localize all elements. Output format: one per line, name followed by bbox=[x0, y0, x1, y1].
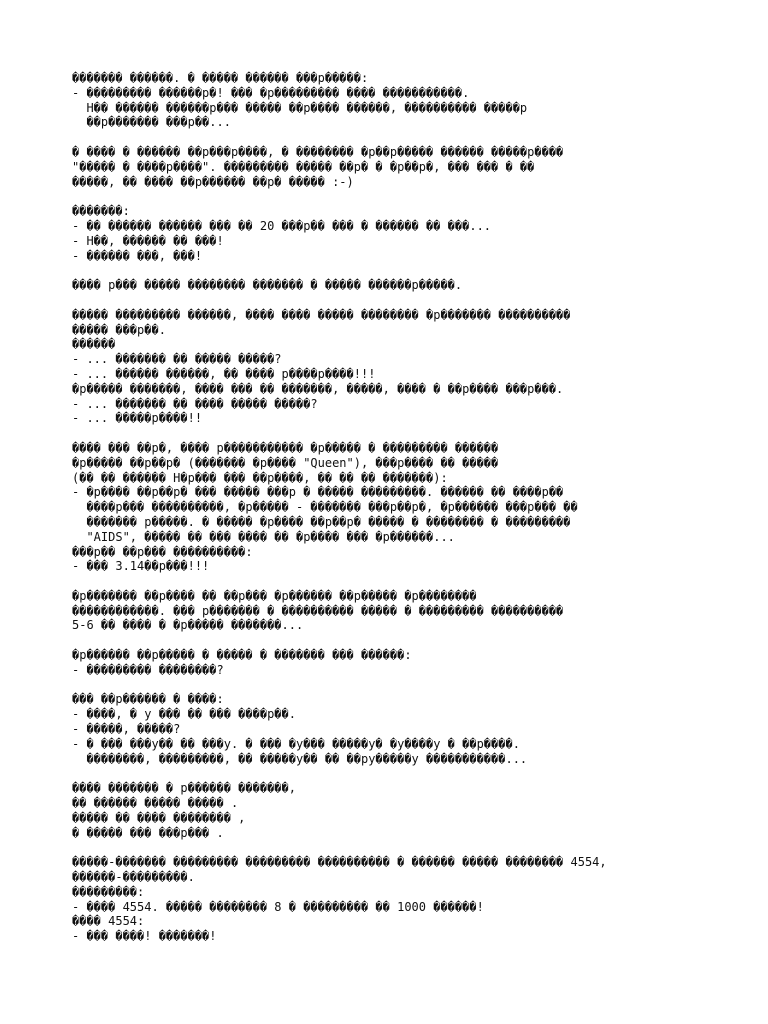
document-text bbox=[72, 71, 762, 944]
text-line: ��������, ���������, �� �����y�� �� ��py�����y �����������... bbox=[72, 751, 528, 766]
text-line: � ���� � ������ ��p���p����, � �������� �p��p����� ������ �����p���� bbox=[72, 144, 564, 159]
text-line: ���p�� ��p��� ����������: bbox=[72, 544, 253, 559]
text-line bbox=[72, 426, 762, 441]
text-line: - H��, ������ �� ���! bbox=[72, 233, 224, 248]
text-line: ���� ��� ��p�, ���� p����������� �p����� � ��������� ������ bbox=[72, 440, 499, 455]
text-line: ��� ��p������ � ����: bbox=[72, 692, 224, 707]
text-line bbox=[72, 766, 762, 781]
text-line: - ��� ����! �������! bbox=[72, 929, 217, 944]
text-line: ���������: bbox=[72, 884, 145, 899]
text-line: ������� p�����. � ����� �p���� ��p��p� ����� � �������� � ��������� bbox=[72, 514, 571, 529]
text-line bbox=[72, 574, 762, 589]
text-line: ��p������� ���p��... bbox=[72, 115, 231, 130]
text-line: �p����� �������, ���� ��� �� �������, �����, ���� � ��p���� ���p���. bbox=[72, 381, 564, 396]
text-line: - ����, � y ��� �� ��� ����p��. bbox=[72, 707, 296, 722]
text-line: (�� �� ������ H�p��� ��� ��p����, �� �� �� �������): bbox=[72, 470, 448, 485]
text-line: �p������ ��p����� � ����� � ������� ��� ������: bbox=[72, 648, 412, 663]
text-line bbox=[72, 130, 762, 145]
text-line bbox=[72, 263, 762, 278]
text-line: �p����� ��p��p� (������� �p���� "Queen"), ���p���� �� ����� bbox=[72, 455, 499, 470]
text-line: - � ��� ���y�� �� ���y. � ��� �y��� �����y� �y����y � ��p����. bbox=[72, 736, 520, 751]
text-line: - ��������� ������p�! ��� �p��������� ���� �����������. bbox=[72, 85, 470, 100]
text-line: - ... �����p����!! bbox=[72, 411, 203, 426]
text-line: �� ������ ����� ����� . bbox=[72, 796, 239, 811]
text-line: �����-������� ��������� ��������� ���������� � ������ ����� �������� 4554, bbox=[72, 855, 607, 870]
text-line: - ... ������� �� ����� �����? bbox=[72, 352, 282, 367]
text-line: H�� ������ ������p��� ����� ��p���� ������, ���������� �����p bbox=[72, 100, 528, 115]
text-line: - ��� 3.14��p���!!! bbox=[72, 559, 210, 574]
text-line: ����� ���p��. bbox=[72, 322, 166, 337]
text-line: �����, �� ���� ��p������ ��p� ����� :-) bbox=[72, 174, 354, 189]
text-line: "����� � ����p����". ��������� ����� ��p� � �p��p�, ��� ��� � �� bbox=[72, 159, 535, 174]
text-line: ����p��� ����������, �p����� - ������� ���p��p�, �p������ ���p��� �� bbox=[72, 500, 578, 515]
text-line: �������: bbox=[72, 204, 130, 219]
text-line: "AIDS", ����� �� ��� ���� �� �p���� ��� �p������... bbox=[72, 529, 455, 544]
text-line: ������������. ��� p������� � ���������� ����� � ��������� ���������� bbox=[72, 603, 564, 618]
text-line: - �����, �����? bbox=[72, 722, 181, 737]
text-line: - �p���� ��p��p� ��� ����� ���p � ����� ���������. ������ �� ����p�� bbox=[72, 485, 564, 500]
text-line bbox=[72, 678, 762, 693]
text-line: - �� ������ ������ ��� �� 20 ���p�� ��� � ������ �� ���... bbox=[72, 218, 492, 233]
text-line: ������ bbox=[72, 337, 116, 352]
text-line bbox=[72, 189, 762, 204]
text-line: ������� ������. � ����� ������ ���p�����: bbox=[72, 71, 369, 85]
text-line: - ... ������ ������, �� ���� p����p����!!! bbox=[72, 366, 376, 381]
text-line bbox=[72, 840, 762, 855]
text-line: - ��������� ��������? bbox=[72, 662, 224, 677]
text-line: � ����� ��� ���p��� . bbox=[72, 825, 224, 840]
text-line: - ������ ���, ���! bbox=[72, 248, 203, 263]
text-line bbox=[72, 633, 762, 648]
text-line: 5-6 �� ���� � �p����� �������... bbox=[72, 618, 304, 633]
text-line: - ... ������� �� ���� ����� �����? bbox=[72, 396, 318, 411]
text-line: ������-���������. bbox=[72, 870, 195, 885]
text-line: ���� p��� ����� �������� ������� � ����� ������p�����. bbox=[72, 278, 463, 293]
text-line: ���� 4554: bbox=[72, 914, 145, 929]
text-line: ����� ��������� ������, ���� ���� ����� �������� �p������� ���������� bbox=[72, 307, 571, 322]
text-line: �p������� ��p���� �� ��p��� �p������ ��p����� �p�������� bbox=[72, 588, 477, 603]
text-line: - ���� 4554. ����� �������� 8 � ��������� �� 1000 ������! bbox=[72, 899, 484, 914]
text-line bbox=[72, 293, 762, 308]
text-line: ����� �� ���� �������� , bbox=[72, 810, 246, 825]
text-line: ���� ������� � p������ �������, bbox=[72, 781, 296, 796]
